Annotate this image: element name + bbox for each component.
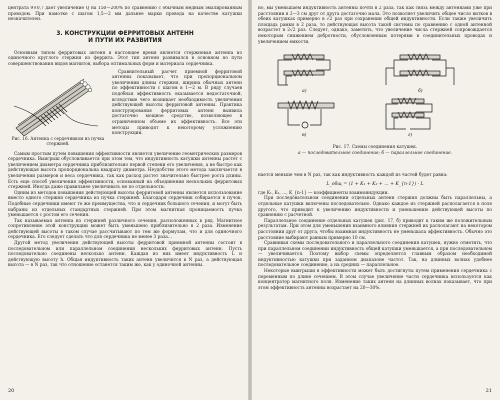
figure-17-label-b: б)	[418, 89, 423, 95]
figure-17-label-d: г)	[408, 133, 413, 139]
rod-bundle	[16, 79, 90, 136]
figure-16	[8, 70, 242, 152]
right-series-paragraph: При последовательном соединении отдельных антенн стержня должны быть параллельны, а отдельные катушки включены последовательно. Однако каждое из стержней располагается в поле другого, что приводит к увеличению индуктивности и уменьшению действующей высоты по сравнению с расчетной.	[258, 196, 492, 219]
scheme-c	[278, 101, 334, 128]
scheme-a	[278, 54, 330, 85]
figure-17	[258, 49, 492, 169]
left-bundle-paragraph-2: Так называемая антенна из стержней различного сечения, расположенных в ряд. Магнитное сопротивление этой конструкции может быть уменьшено приблизительно в 2 раза. Изменение действующей высоты в таком случае рассчитывают по тем же формулам, что и для одиночного сердечника. Его следует сделать что для сердечника не менее 3 раза...	[8, 218, 242, 241]
coil-connection-schemes-illustration	[258, 49, 492, 145]
figure-17-label-a: а)	[302, 89, 307, 95]
left-top-paragraph: центрата 9×0,7 дает увеличение Q на 150—200% по сравнению с обычным медным эмалированным проводом. При намотке с шагом 1,5—2 мм дальнее марки провода на качестве катушки незначителен.	[8, 6, 242, 23]
right-last-paragraph: Некоторые выигрыши в эффективности может быть достигнуты путем применения сердечника с переменным по длине сечением. В этом случае увеличение части сердечника используется как концентратор магнитного поля. Изменение таких антенн на длинных волнах показывает, что при этом эффективность антенны возрастает на 20—30%.	[258, 269, 492, 291]
left-page-number: 20	[8, 388, 15, 394]
section-heading-line2: И ПУТИ ИХ РАЗВИТИЯ	[88, 37, 162, 44]
right-parallel-paragraph: Параллельное соединение отдельных катушек (рис. 17, б) приводит к таким же положительным результатам. При этом для уменьшения взаимного влияния стержней их располагают на некотором расстоянии друг от друга, чтобы взаимная индуктивность не уменьшала эффективность. Обычно это расстояние выбирают равным примерно 10 см.	[258, 218, 492, 241]
right-top-paragraph: но, мы уменьшаем индуктивность антенны почти в 2 раза, так как связь между антеннами уже при расстоянии в 2—3 см друг от друга достаточно мала. Это позволяет увеличить общее число витков в обеих катушках примерно в √2 раз при сохранении общей индуктивности. Если также увеличить площадь рамки в 2 раза, то действующая высота такой системы по сравнению с одной антенной возрастет в 2√2 раз. Следует, однако, заметить, что увеличение числа стержней сопровождается некоторым снижением добротности, обусловленным потерями в соединительных проводах и увеличением емкости.	[258, 6, 492, 45]
right-comparison-paragraph: Сравнивая схемы последовательного и параллельного соединения катушек, нужно отметить, что при параллельном соединении индуктивность общей катушки уменьшается, а при последовательном — увеличивается. Поэтому выбор схемы определяется главным образом необходимой индуктивностью катушки при заданном диапазоне частот. Так, на длинных волнах удобнее последовательное соединение, а на средних — параллельное.	[258, 241, 492, 269]
right-after-figure-paragraph: нается меньше чем в N раз, так как индуктивность каждой из частей будет равна:	[258, 173, 448, 179]
left-final-paragraph: Другой метод увеличения действующей высоты ферритовой приемной антенны состоит в последовательном или параллельном соединении нескольких ферритовых антенн. Пусть последовательно соединены несколько антенн. Каждая из них имеет индуктивность L и действующую высоту h. Общая индуктивность таких антенн увеличится в N раз, а действующая высота — в N раз, так что отношение останется таким же, как у одиночной антенны.	[8, 241, 242, 269]
figure-16-caption: Рис. 16. Антенна с сердечником из пучка стержней.	[11, 135, 105, 146]
inductance-formula: L_общ = (1 + K₁ + K₂ + ... + K_{n-1}) · L	[326, 181, 424, 187]
left-paragraph-beside-figure: Сравнительный расчет приемной ферритовой антенны показывает, что при пропорциональном увеличении длины стержня, ширина обычных антенн по эффективности с шагом в 1—2 м. В ряду случаев подобная эффективность оказывается недостаточной, вследствие чего возникает необходимость увеличения действующей высоты ферритовой антенны. Практика конструирования ферритовых антенн выявила достаточно мощное средство, позволяющее в ограниченном объеме их эффективность. Все эти методы приводят к некоторому усложнению конструкции.	[112, 69, 242, 137]
scheme-b	[386, 54, 454, 85]
figure-17-caption	[258, 145, 492, 156]
lead-wire	[62, 110, 98, 126]
left-methods-paragraph: Самым простым путем повышения эффективности является увеличение геометрических размеров сердечника. Выигрыш обусловливается при этом тем, что индуктивность катушки антенны растет с увеличением диаметра сердечника приблизительно первой степени его увеличения, а не быстро как действующая высота пропорциональна квадрату диаметра. Неудобство этого метода заключается в увеличении размеров и веса сердечника, так как расход растет значительно быстрее роста длины. Есть еще способ увеличения эффективности, основанный на объединении нескольких ферритовых стержней. Иногда даже правильнее увеличивать не по отдельности.	[8, 151, 242, 191]
scheme-d	[386, 98, 432, 129]
ferrite-bundle-antenna-illustration	[8, 70, 104, 136]
figure-17-caption-title: Рис. 17. Схемы соединения катушек.	[332, 145, 418, 151]
book-gutter	[248, 0, 252, 400]
formula-note: где K₁, K₂, ..., K_{n-1} — коэффициенты взаимоиндукции.	[258, 190, 389, 196]
left-bundle-paragraph: Одним из методов повышения действующей высоты ферритовой антенны является использование вместо одного стержня сердечника из пучка стержней. Благодаря сердечник собирается в пучок. Подобные сердечники имеют те же преимущества, что и сердечник большого сечения, и могут быть набраны из отдельных стандартных стержней. При этом магнитная проницаемость пучка уменьшается с ростом его сечения.	[8, 190, 242, 219]
figure-17-caption-detail: а — последовательное соединение; б — параллельное соединение.	[298, 150, 452, 156]
section-heading	[8, 31, 242, 45]
right-page	[258, 6, 492, 394]
left-page	[8, 6, 242, 394]
right-page-number: 21	[485, 388, 492, 394]
figure-17-label-c: в)	[302, 133, 307, 139]
left-basic-paragraph: Основным типом ферритовых антенн в настоящее время является стержневая антенна из одиночного круглого стержня из феррита. Этот тип антенн развивался в основном по пути совершенствования видов магнитов, выбора оптимальных форм и материала сердечника.	[8, 50, 242, 67]
section-heading-line1: 3. КОНСТРУКЦИИ ФЕРРИТОВЫХ АНТЕНН	[56, 30, 194, 37]
